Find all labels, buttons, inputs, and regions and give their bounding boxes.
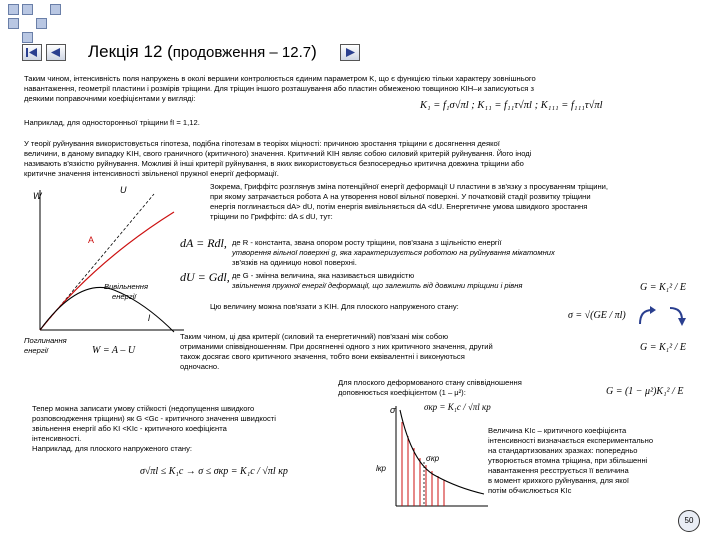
paragraph-theory-2: величини, в даному випадку KІН, свого граничного (критичного) значення. Критичний KІН являє собою силовий критерій руйнування. Його іноді: [24, 149, 532, 158]
paragraph-equiv-3: також досягає свого критичного значення, тобто вони еквівалентні і виконуються: [180, 352, 465, 361]
paragraph-stability-3: звільнення енергії або KI <KIc - критичного коефіцієнта: [32, 424, 227, 433]
paragraph-kic-1: Величина KIc – критичного коефіцієнта: [488, 426, 627, 435]
paragraph-griffith-4: тріщини по Гриффітс: dA ≤ dU, тут:: [210, 212, 333, 221]
sigma-label: σ: [390, 405, 396, 415]
paragraph-stability-4: інтенсивності.: [32, 434, 82, 443]
curved-arrow-down-icon: [664, 304, 686, 328]
paragraph-kic-7: потім обчислюється KIc: [488, 486, 572, 495]
w-equation: W = A – U: [92, 345, 136, 356]
absorbed-label-2: енергії: [24, 346, 48, 355]
u-label: U: [120, 185, 127, 195]
first-page-icon[interactable]: [22, 44, 42, 61]
g-k2-formula: G = K₁² / E: [640, 342, 687, 353]
w-label: W: [33, 191, 42, 201]
paragraph-example: Наприклад, для односторонньої тріщини fI = 1,12.: [24, 118, 200, 127]
paragraph-plane-2: доповнюється коефіцієнтом (1 – μ²):: [338, 388, 466, 397]
g-k-formula: G = K₁² / E: [640, 282, 687, 293]
paragraph-equiv-2: отриманими співвідношенням. При досягненні одного з них критичного значення, другий: [180, 342, 493, 351]
paragraph-theory-1: У теорії руйнування використовується гіпотеза, подібна гіпотезам в теоріях міцності: причиною зростання тріщини є досягнення деякої: [24, 139, 500, 148]
paragraph-intro-1: Таким чином, інтенсивність поля напружень в околі вершини контролюється єдиним параметром K, що є функцією тільки характеру зовнішнього: [24, 74, 536, 83]
paragraph-kic-2: інтенсивності визначається експериментально: [488, 436, 654, 445]
sigma-curve: [400, 410, 484, 494]
hatch-lines: [402, 422, 444, 506]
paragraph-stability-5: Наприклад, для плоского напруженого стану:: [32, 444, 193, 453]
released-label-2: енергії: [112, 292, 136, 301]
l-label: l: [148, 313, 150, 323]
paragraph-griffith-3: енергія поглинається dA> dU, потім енергія вивільняється dA <dU. Енергетичне умова швидкого зростання: [210, 202, 588, 211]
g-desc-1: де G - змінна величина, яка називається швидкістю: [232, 271, 415, 280]
du-formula: dU = Gdl,: [180, 270, 230, 284]
g-plane-formula: G = (1 − μ²)K₁² / E: [606, 386, 684, 397]
a-label: A: [88, 235, 95, 245]
paragraph-equiv-1: Таким чином, ці два критерії (силовий та енергетичний) пов'язані між собою: [180, 332, 449, 341]
paragraph-kic-6: в момент крихкого руйнування, для якої: [488, 476, 629, 485]
paragraph-griffith-2: при якому затрачається робота А на утворення нової вільної поверхні. У початковій стадії розвитку тріщини: [210, 192, 591, 201]
paragraph-kic-4: утворюється втомна тріщина, при збільшенні: [488, 456, 648, 465]
r-desc-1: де R - константа, звана опором росту тріщини, пов'язана з щільністю енергії: [232, 238, 502, 247]
slide-header: [22, 42, 362, 64]
paragraph-griffith-1: Зокрема, Гриффітс розглянув зміна потенційної енергії деформації U пластини в зв'язку з просуванням тріщини,: [210, 182, 609, 191]
sigma-g-formula: σ = √(GE / πl): [568, 310, 626, 321]
previous-page-icon[interactable]: [46, 44, 66, 61]
paragraph-theory-4: критичне значення інтенсивності звільненої пружної енергії деформації.: [24, 169, 279, 178]
k-formula: K₁ = f₁σ√πl ; K₁₁ = f₁₁τ√πl ; K₁₁₁ = f₁₁₁τ√πl: [420, 100, 603, 111]
page-number: 50: [678, 510, 700, 532]
da-formula: dA = Rdl,: [180, 236, 227, 250]
next-page-icon[interactable]: [340, 44, 360, 61]
a-curve: [40, 212, 174, 330]
released-label-1: Вивільнення: [104, 282, 149, 291]
r-desc-2: утворення вільної поверхні g, яка характеризується роботою на руйнування мікатомних: [232, 248, 555, 257]
paragraph-stability-1: Тепер можна записати умову стійкості (недопущення швидкого: [32, 404, 255, 413]
stability-formula: σ√πl ≤ K₁c → σ ≤ σкр = K₁c / √πl кр: [140, 466, 288, 477]
r-desc-3: зв'язків на одиницю нової поверхні.: [232, 258, 357, 267]
paragraph-equiv-4: одночасно.: [180, 362, 220, 371]
paragraph-theory-3: називають в'язкістю руйнування. Можливі й інші критерії руйнування, в яких використовується безпосередньо критична довжина тріщини або: [24, 159, 524, 168]
paragraph-intro-2: навантаження, геометрії пластини і розмірів тріщини. Для тріщин іншого розташування або пластин обмеженою товщиною KІН–и записуються з: [24, 84, 534, 93]
g-desc-2: звільнення пружної енергії деформації, що залежить від довжини тріщини і рівня: [232, 281, 523, 290]
paragraph-stability-2: розповсюдження тріщини) як G <Gc - критичного значення швидкості: [32, 414, 276, 423]
absorbed-label-1: Поглинання: [24, 336, 67, 345]
paragraph-intro-3: деякими поправочними коефіцієнтами у вигляді:: [24, 94, 196, 103]
paragraph-plane-1: Для плоского деформованого стану співвідношення: [338, 378, 522, 387]
paragraph-kic-3: на стандартизованих зразках: попередньо: [488, 446, 638, 455]
w-curve: [40, 287, 174, 332]
curved-arrow-up-icon: [636, 304, 658, 328]
paragraph-link: Цю величину можна пов'язати з KІН. Для плоского напруженого стану:: [210, 302, 459, 311]
page-title: Лекція 12 (продовження – 12.7): [88, 42, 317, 61]
sigma-kr-label: σкр: [426, 454, 440, 463]
l-kr-label: lкр: [376, 464, 387, 473]
paragraph-kic-5: навантаження реєструється її величина: [488, 466, 629, 475]
graph-sigma-formula: σкр = K₁c / √πl кр: [424, 402, 491, 412]
